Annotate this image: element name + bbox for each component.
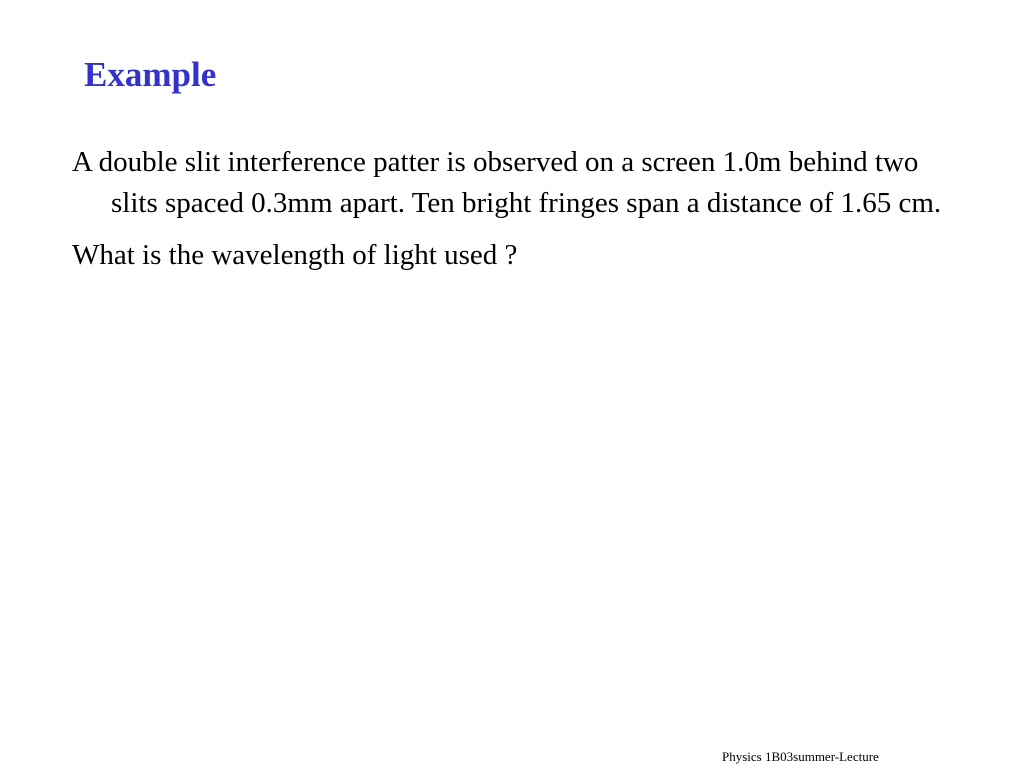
- slide-footer: Physics 1B03summer-Lecture: [722, 749, 879, 764]
- slide-body: [72, 142, 952, 287]
- slide-title: Example: [84, 55, 217, 94]
- problem-statement: A double slit interference patter is observed on a screen 1.0m behind two slits spaced 0.3mm apart. Ten bright fringes span a distance of 1.65 cm.: [72, 146, 942, 219]
- problem-question: What is the wavelength of light used ?: [72, 239, 518, 271]
